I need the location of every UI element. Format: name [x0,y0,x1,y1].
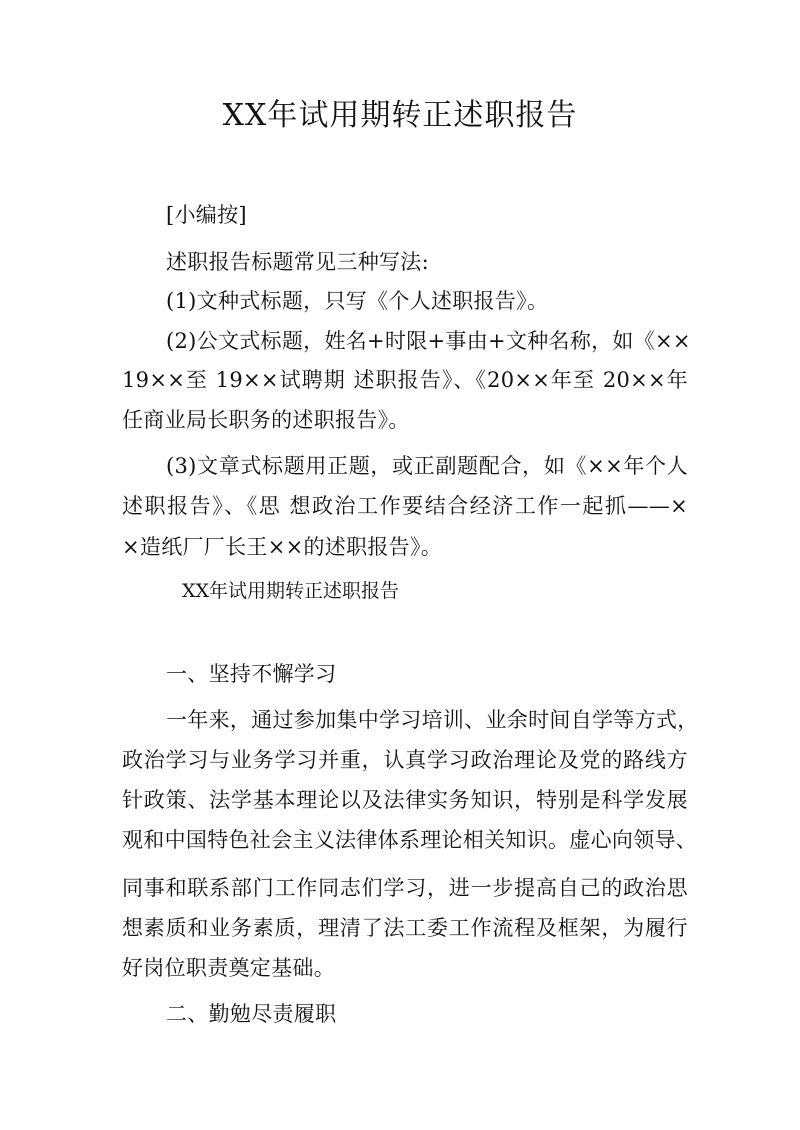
report-subtitle: XX年试用期转正述职报告 [182,580,400,602]
editor-note-intro: 述职报告标题常见三种写法: [166,250,429,274]
section-1-paragraph-line: 政治学习与业务学习并重，认真学习政治理论及党的路线方 [122,748,688,772]
editor-note-item-3-line: ×造纸厂厂长王××的述职报告》。 [122,535,443,559]
editor-note-item-2-line: 任商业局长职务的述职报告》。 [122,408,410,432]
editor-note-item-3-line: (3)文章式标题用正题，或正副题配合，如《××年个人 [166,454,688,478]
section-1-heading: 一、坚持不懈学习 [166,662,337,686]
editor-note-label: [小编按] [166,203,247,227]
editor-note-item-2-line: (2)公文式标题，姓名+时限+事由+文种名称，如《×× [166,329,691,353]
editor-note-item-1: (1)文种式标题，只写《个人述职报告》。 [166,289,549,313]
editor-note-item-2-line: 19××至 19××试聘期 述职报告》、《20××年至 20××年 [122,368,688,392]
section-1-paragraph-line: 针政策、法学基本理论以及法律实务知识，特别是科学发展 [122,788,688,812]
section-1-paragraph-line: 想素质和业务素质，理清了法工委工作流程及框架，为履行 [122,916,688,940]
section-1-paragraph-line: 一年来，通过参加集中学习培训、业余时间自学等方式， [166,708,699,732]
document-title: XX年试用期转正述职报告 [222,98,578,133]
section-2-heading: 二、勤勉尽责履职 [166,1002,337,1026]
section-1-paragraph-line: 观和中国特色社会主义法律体系理论相关知识。虚心向领导、 [122,828,698,852]
section-1-paragraph-line: 好岗位职责奠定基础。 [122,956,335,980]
editor-note-item-3-line: 述职报告》、《思 想政治工作要结合经济工作一起抓——× [122,494,688,518]
section-1-paragraph-line: 同事和联系部门工作同志们学习，进一步提高自己的政治思 [122,876,688,900]
